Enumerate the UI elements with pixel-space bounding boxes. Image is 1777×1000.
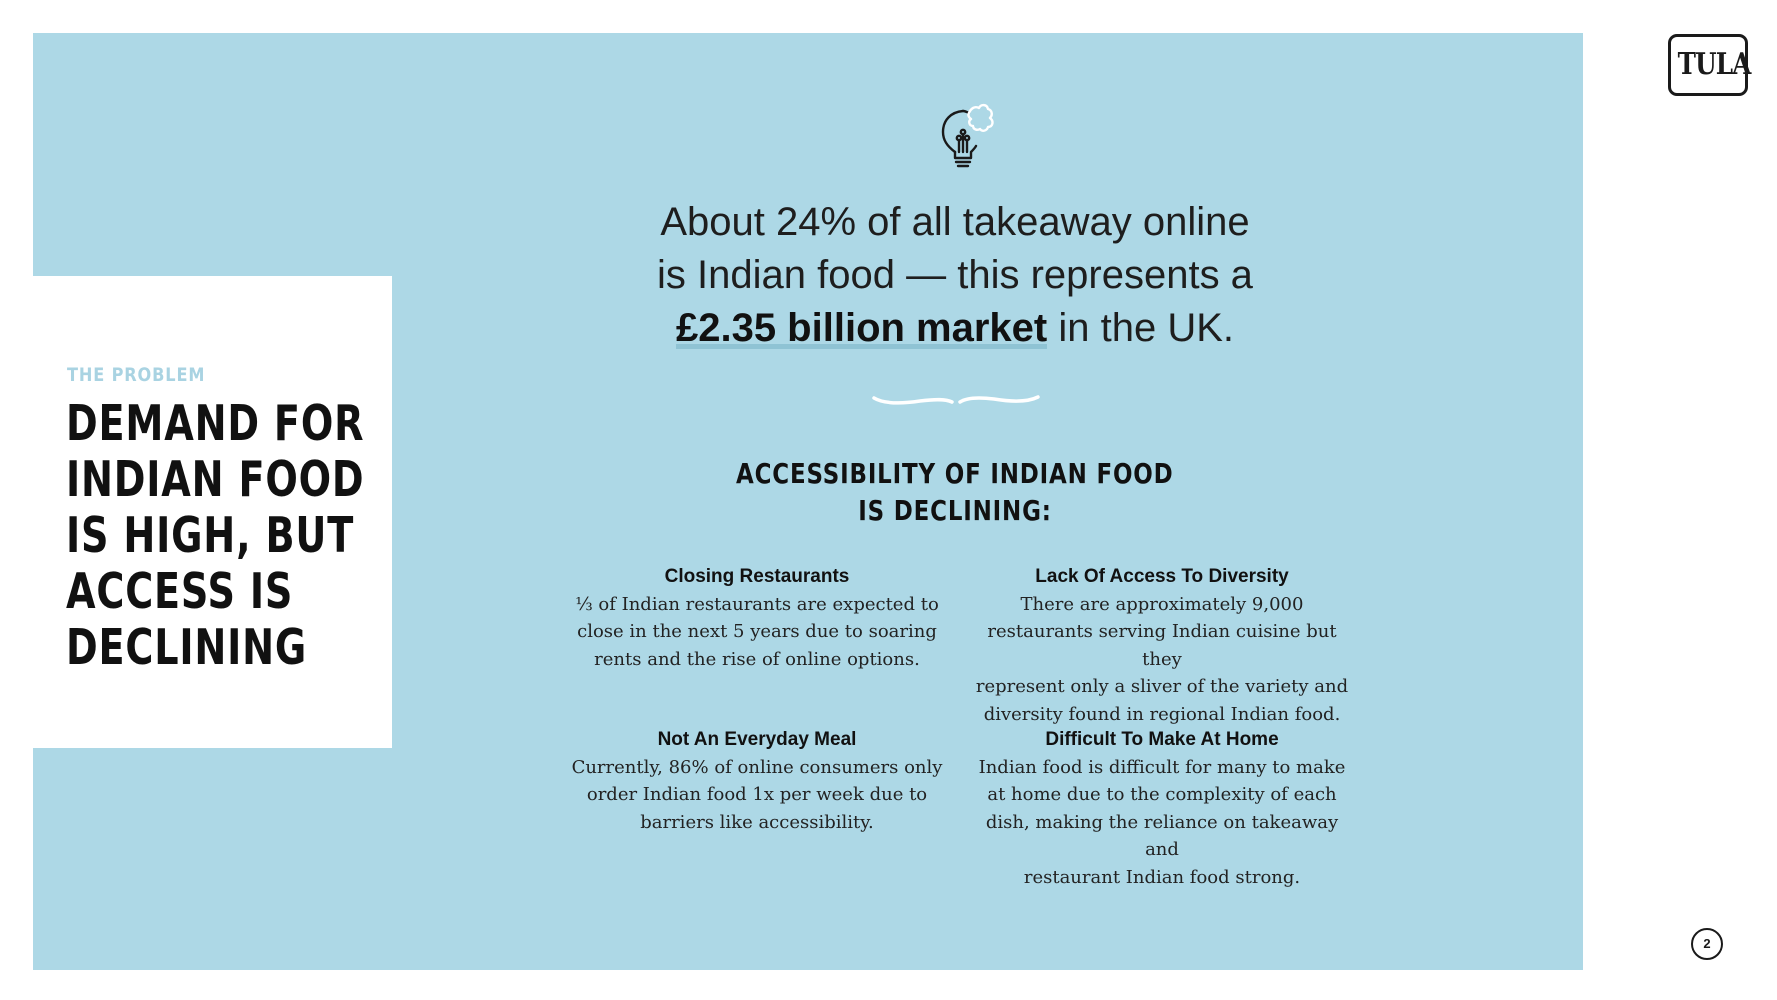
headline-line: ACCESS IS <box>66 563 294 620</box>
swoosh-divider-icon <box>870 390 1042 410</box>
stat-line-rest: in the UK. <box>1047 306 1235 350</box>
lightbulb-puzzle-icon <box>925 96 1005 176</box>
item-text: Currently, 86% of online consumers only <box>571 756 943 778</box>
item-closing-restaurants <box>567 563 947 673</box>
page-headline <box>66 396 364 676</box>
headline-line: DEMAND FOR <box>66 395 365 452</box>
item-text: order Indian food 1x per week due to <box>586 784 928 805</box>
stat-line: is Indian food — this represents a <box>657 253 1253 297</box>
item-lack-of-diversity <box>972 563 1352 728</box>
section-title <box>655 455 1255 529</box>
item-text: rents and the rise of online options. <box>594 648 920 670</box>
headline-line: INDIAN FOOD <box>66 451 365 508</box>
item-title: Closing Restaurants <box>664 566 850 587</box>
stat-highlight: £2.35 billion market <box>675 306 1048 350</box>
stat-line: About 24% of all takeaway online <box>660 200 1250 244</box>
section-title-line: ACCESSIBILITY OF INDIAN FOOD <box>736 457 1174 490</box>
logo-text: TULA <box>1677 47 1751 82</box>
item-text: close in the next 5 years due to soaring <box>577 621 937 642</box>
brand-logo <box>1668 34 1751 96</box>
item-text: barriers like accessibility. <box>640 811 874 833</box>
headline-line: DECLINING <box>66 619 308 676</box>
item-title: Difficult To Make At Home <box>1045 729 1279 750</box>
item-text: diversity found in regional Indian food. <box>983 703 1341 725</box>
section-title-line: IS DECLINING: <box>858 494 1052 527</box>
item-text: Indian food is difficult for many to make <box>978 756 1346 778</box>
item-title: Lack Of Access To Diversity <box>1035 566 1289 587</box>
item-text: restaurants serving Indian cuisine but they <box>987 621 1337 670</box>
item-text: at home due to the complexity of each <box>987 784 1337 805</box>
stat-line <box>560 302 1350 355</box>
market-stat <box>560 196 1350 355</box>
item-text: There are approximately 9,000 <box>1020 593 1304 615</box>
item-text: represent only a sliver of the variety and <box>975 676 1349 697</box>
headline-line: IS HIGH, BUT <box>66 507 355 564</box>
item-text: restaurant Indian food strong. <box>1023 866 1301 888</box>
item-not-everyday-meal <box>567 726 947 836</box>
page-number: 2 <box>1691 928 1723 960</box>
item-text: ⅓ of Indian restaurants are expected to <box>575 593 939 615</box>
section-eyebrow: THE PROBLEM <box>67 364 206 386</box>
item-text: dish, making the reliance on takeaway and <box>985 811 1339 860</box>
item-difficult-at-home <box>972 726 1352 891</box>
item-title: Not An Everyday Meal <box>657 729 857 750</box>
